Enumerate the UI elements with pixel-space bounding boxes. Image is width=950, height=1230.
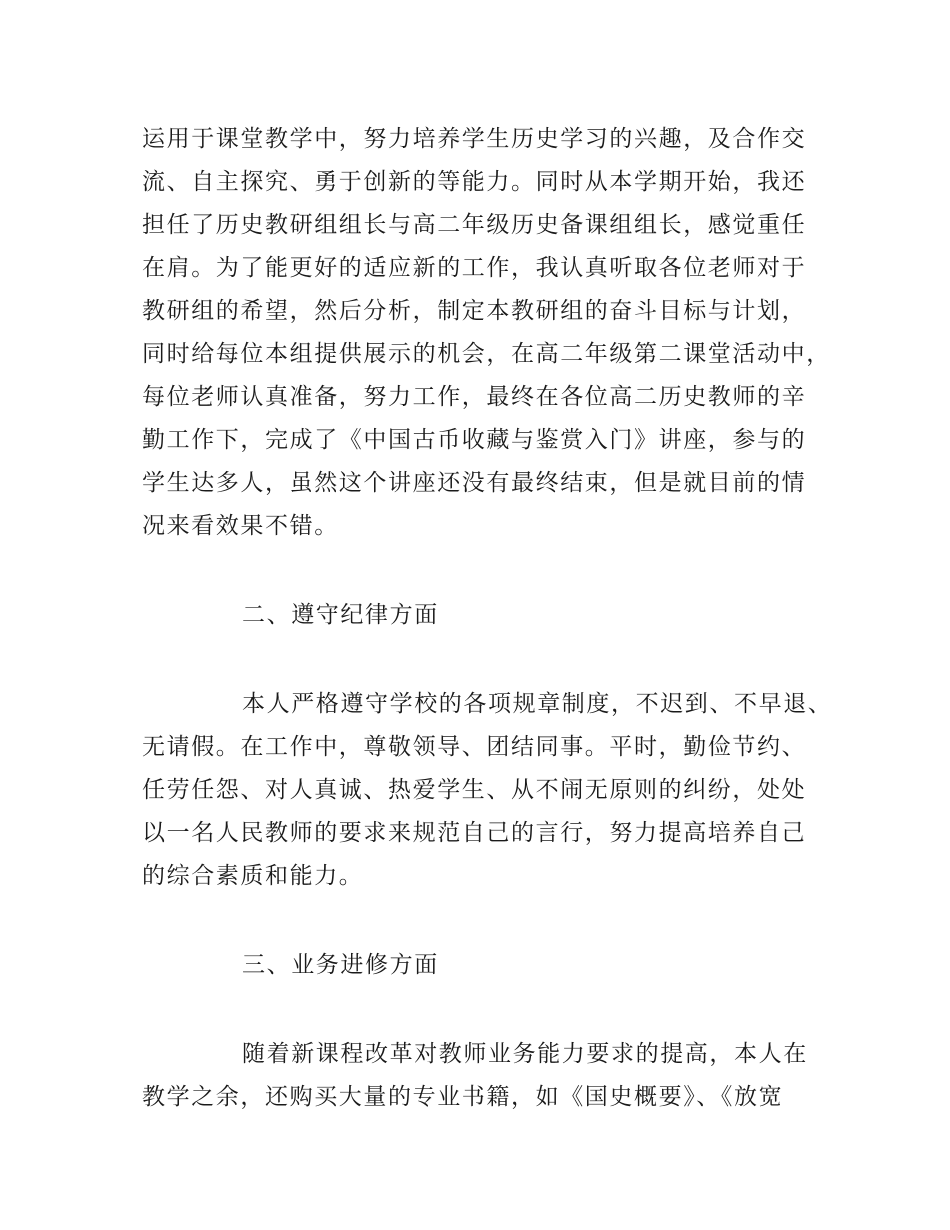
- text-line: 的综合素质和能力。: [142, 863, 364, 889]
- text-line: 教研组的希望，然后分析，制定本教研组的奋斗目标与计划，: [142, 298, 807, 324]
- text-line: 同时给每位本组提供展示的机会，在高二年级第二课堂活动中，: [142, 341, 831, 367]
- text-line: 担任了历史教研组组长与高二年级历史备课组组长，感觉重任: [142, 212, 807, 238]
- text-line: 每位老师认真准备，努力工作，最终在各位高二历史教师的辛: [142, 384, 807, 410]
- section-heading-discipline: 二、遵守纪律方面: [242, 602, 439, 628]
- text-line: 以一名人民教师的要求来规范自己的言行，努力提高培养自己: [142, 820, 807, 846]
- text-line: 随着新课程改革对教师业务能力要求的提高，本人在: [242, 1041, 808, 1067]
- text-line: 运用于课堂教学中，努力培养学生历史学习的兴趣，及合作交: [142, 126, 807, 152]
- text-line: 教学之余，还购买大量的专业书籍，如《国史概要》、《放宽: [142, 1084, 784, 1110]
- section-heading-professional-development: 三、业务进修方面: [242, 952, 439, 978]
- text-line: 流、自主探究、勇于创新的等能力。同时从本学期开始，我还: [142, 169, 807, 195]
- text-line: 在肩。为了能更好的适应新的工作，我认真听取各位老师对于: [142, 255, 807, 281]
- text-line: 况来看效果不错。: [142, 513, 339, 539]
- text-line: 本人严格遵守学校的各项规章制度，不迟到、不早退、: [242, 691, 833, 717]
- text-line: 任劳任怨、对人真诚、热爱学生、从不闹无原则的纠纷，处处: [142, 777, 807, 803]
- text-line: 学生达多人，虽然这个讲座还没有最终结束，但是就目前的情: [142, 470, 807, 496]
- text-line: 无请假。在工作中，尊敬领导、团结同事。平时，勤俭节约、: [142, 734, 807, 760]
- text-line: 勤工作下，完成了《中国古币收藏与鉴赏入门》讲座，参与的: [142, 427, 807, 453]
